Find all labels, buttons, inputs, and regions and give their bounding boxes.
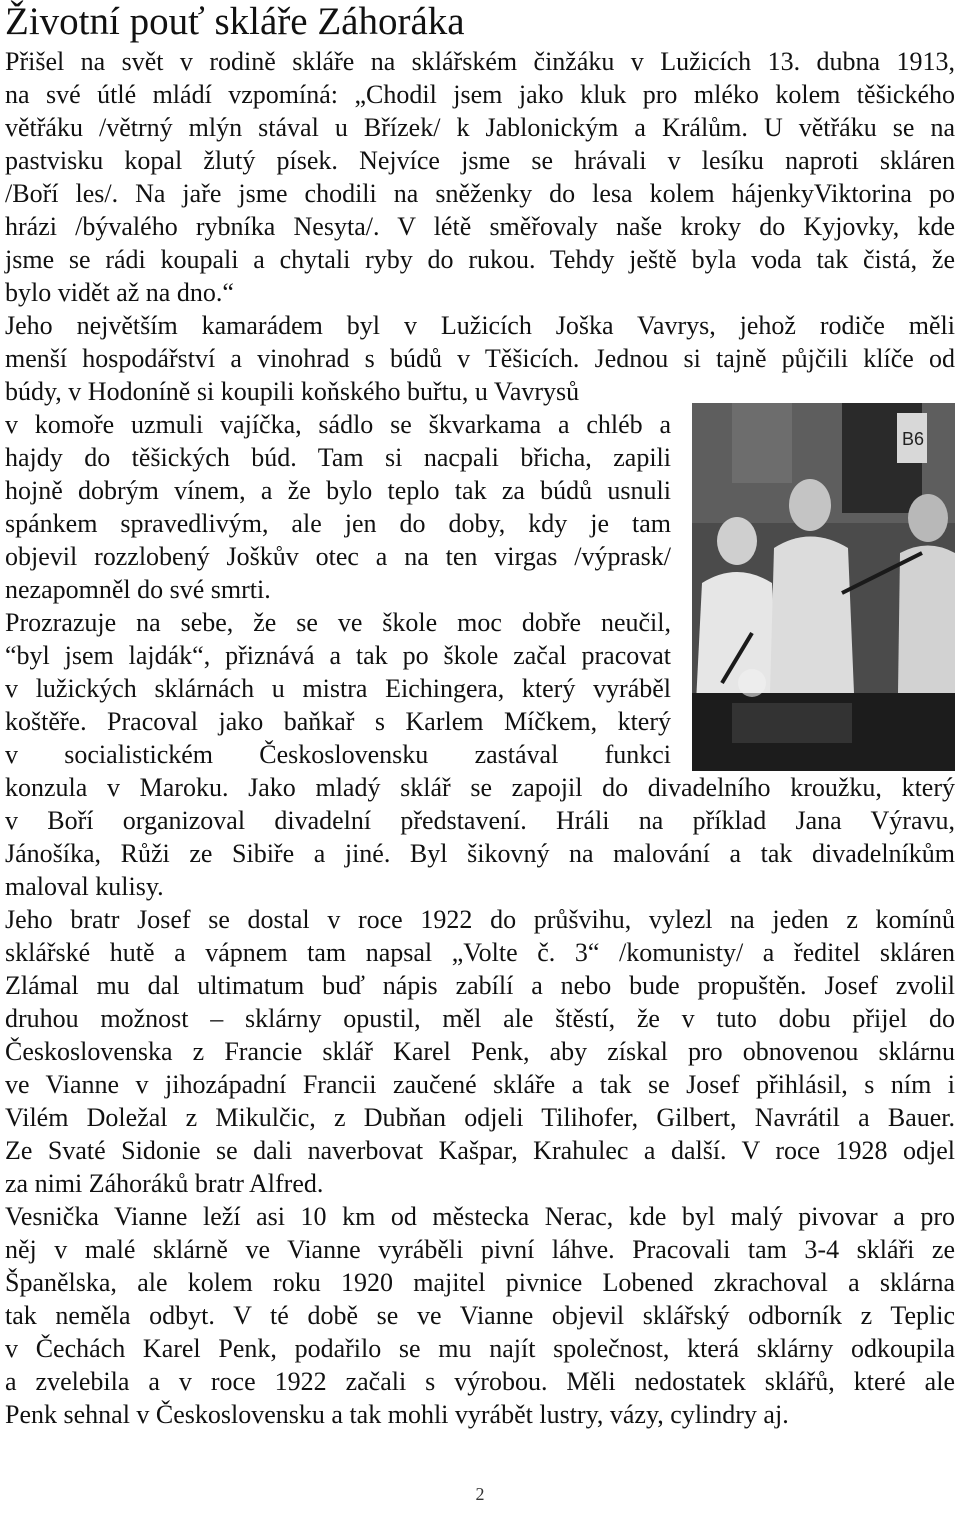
text-line: hrázi /bývalého rybníka Nesyta/. V létě směřovaly naše kroky do Kyjovky, kde xyxy=(5,212,955,241)
text-line: Jeho největším kamarádem byl v Lužicích Joška Vavrys, jehož rodiče měli xyxy=(5,311,955,340)
text-line: búdy, v Hodoníně si koupili koňského buřtu, u Vavrysů xyxy=(5,377,580,406)
text-line: na své útlé mládí vzpomíná: „Chodil jsem jako kluk pro mléko kolem těšického xyxy=(5,80,955,109)
text-line: Vilém Doležal z Mikulčic, z Dubňan odjeli Tilihofer, Gilbert, Navrátil a Bauer. xyxy=(5,1103,955,1132)
text-line: /Boří les/. Na jaře jsme chodili na sněženky do lesa kolem hájenkyViktorina po xyxy=(5,179,955,208)
text-line: “byl jsem lajdák“, přiznává a tak po škole začal pracovat xyxy=(5,641,671,670)
page-number: 2 xyxy=(475,1484,485,1504)
text-line: Jeho bratr Josef se dostal v roce 1922 do průšvihu, vylezl na jeden z komínů xyxy=(5,905,955,934)
text-line: objevil rozzlobený Joškův otec a na ten virgas /výprask/ xyxy=(5,542,671,571)
text-line: sklářské hutě a vápnem tam napsal „Volte č. 3“ /komunisty/ a ředitel skláren xyxy=(5,938,955,967)
text-line: bylo vidět až na dno.“ xyxy=(5,278,234,307)
glassworkers-photo-illustration xyxy=(692,403,955,771)
text-line: koštěře. Pracoval jako baňkař s Karlem Míčkem, který xyxy=(5,707,671,736)
text-line: Československa z Francie sklář Karel Penk, aby získal pro obnovenou sklárnu xyxy=(5,1037,955,1066)
text-line: spánkem spravedlivým, ale jen do doby, kdy je tam xyxy=(5,509,671,538)
text-line: v Čechách Karel Penk, podařilo se mu najít společnost, která sklárny odkoupila xyxy=(5,1334,955,1363)
text-line: větřáku /větrný mlýn stával u Břízek/ k Jablonickým a Králům. U větřáku se na xyxy=(5,113,955,142)
text-line: Vesnička Vianne leží asi 10 km od městecka Nerac, kde byl malý pivovar a pro xyxy=(5,1202,955,1231)
text-line: v lužických sklárnách u mistra Eichingera, který vyráběl xyxy=(5,674,671,703)
text-line: menší hospodářství a vinohrad s búdů v Těšicích. Jednou si tajně půjčili klíče od xyxy=(5,344,955,373)
text-line: Jánošíka, Růži ze Sibiře a jiné. Byl šikovný na malování a tak divadelníkům xyxy=(5,839,955,868)
text-line: druhou možnost – sklárny opustil, měl ale štěstí, že v tuto dobu přijel do xyxy=(5,1004,955,1033)
text-line: v Boří organizoval divadelní představení. Hráli na příklad Jana Výravu, xyxy=(5,806,955,835)
text-line: v komoře uzmuli vajíčka, sádlo se škvarkama a chléb a xyxy=(5,410,671,439)
text-line: Penk sehnal v Československu a tak mohli vyrábět lustry, vázy, cylindry aj. xyxy=(5,1400,789,1429)
text-line: konzula v Maroku. Jako mladý sklář se zapojil do divadelního kroužku, který xyxy=(5,773,955,802)
text-line: Ze Svaté Sidonie se dali naverbovat Kašpar, Krahulec a další. V roce 1928 odjel xyxy=(5,1136,955,1165)
text-line: Španělska, ale kolem roku 1920 majitel pivnice Lobened zkrachoval a sklárna xyxy=(5,1268,955,1297)
text-line: ve Vianne v jihozápadní Francii zaučené skláře a tak se Josef přihlásil, s ním i xyxy=(5,1070,955,1099)
text-line: Zlámal mu dal ultimatum buď nápis zabílí a nebo bude propuštěn. Josef zvolil xyxy=(5,971,955,1000)
photo-sign-text: B6 xyxy=(902,429,925,449)
text-line: Prozrazuje na sebe, že se ve škole moc dobře neučil, xyxy=(5,608,671,637)
text-line: Přišel na svět v rodině skláře na sklářském činžáku v Lužicích 13. dubna 1913, xyxy=(5,47,955,76)
text-line: pastvisku kopal žlutý písek. Nejvíce jsme se hrávali v lesíku naproti skláren xyxy=(5,146,955,175)
text-line: za nimi Záhoráků bratr Alfred. xyxy=(5,1169,324,1198)
glassworkers-photo xyxy=(692,403,955,771)
text-line: nezapomněl do své smrti. xyxy=(5,575,271,604)
text-line: hojně dobrým vínem, a že bylo teplo tak za búdů usnuli xyxy=(5,476,671,505)
text-line: jsme se rádi koupali a chytali ryby do rukou. Tehdy ještě byla voda tak čistá, že xyxy=(5,245,955,274)
text-line: hajdy do těšických búd. Tam si nacpali břicha, zapili xyxy=(5,443,671,472)
text-line: tak neměla odbyt. V té době se ve Vianne objevil sklářský odborník z Teplic xyxy=(5,1301,955,1330)
document-title: Životní pouť skláře Záhoráka xyxy=(5,0,465,43)
text-line: v socialistickém Československu zastával funkci xyxy=(5,740,671,769)
text-line: maloval kulisy. xyxy=(5,872,164,901)
text-line: a zvelebila a v roce 1922 začali s výrobou. Měli nedostatek sklářů, které ale xyxy=(5,1367,955,1396)
text-line: něj v malé sklárně ve Vianne vyráběli pivní láhve. Pracovali tam 3-4 skláři ze xyxy=(5,1235,955,1264)
